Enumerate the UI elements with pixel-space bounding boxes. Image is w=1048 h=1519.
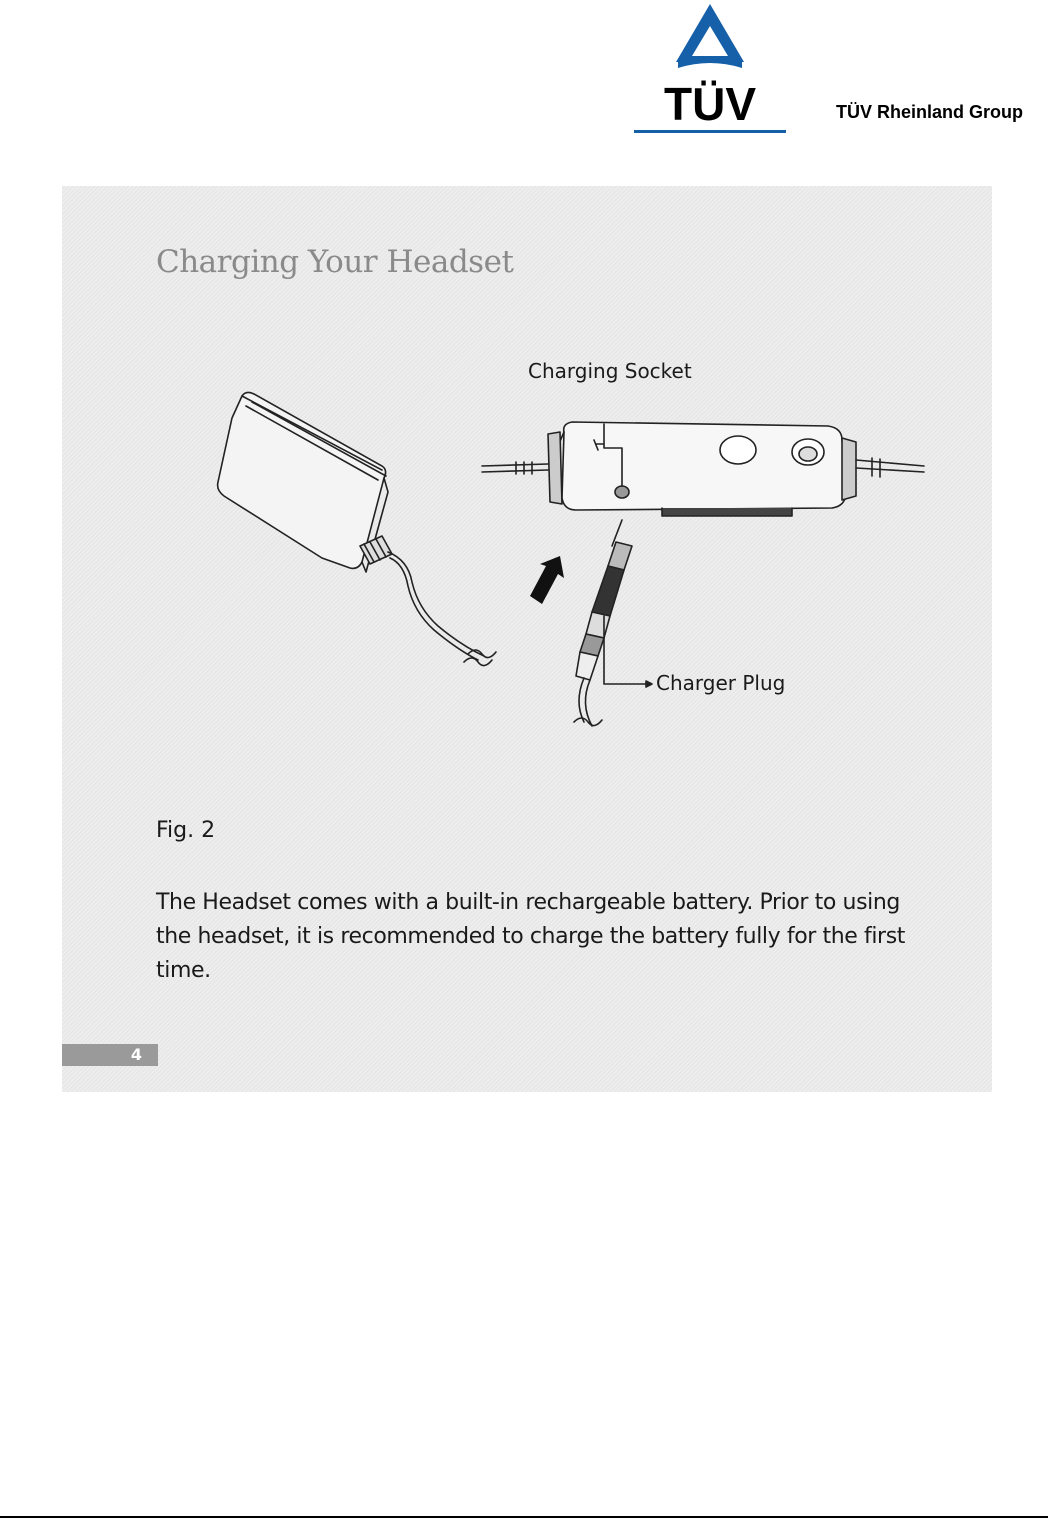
body-paragraph: The Headset comes with a built-in rechargeable battery. Prior to using the headset, it is recommended to charge the battery fully for the first time. [156,890,905,983]
headset-body [558,422,846,516]
footer-rule [0,1516,1048,1518]
tuv-group-name: TÜV Rheinland Group [836,102,1023,122]
charging-socket-label: Charging Socket [528,359,692,383]
page-title: Charging Your Headset [156,244,514,280]
charger-plug-leader [604,616,646,684]
charger-plug-label: Charger Plug [656,671,786,695]
scanned-manual-page [62,186,992,1092]
insertion-arrow [530,556,564,604]
charging-illustration [212,346,932,736]
adapter-cable [388,552,484,656]
tuv-logo-text: TÜV [664,78,756,130]
figure-caption: Fig. 2 [156,818,216,843]
page-number-tab [62,1044,158,1066]
tuv-logo [632,0,788,138]
page-number: 4 [130,1045,142,1064]
